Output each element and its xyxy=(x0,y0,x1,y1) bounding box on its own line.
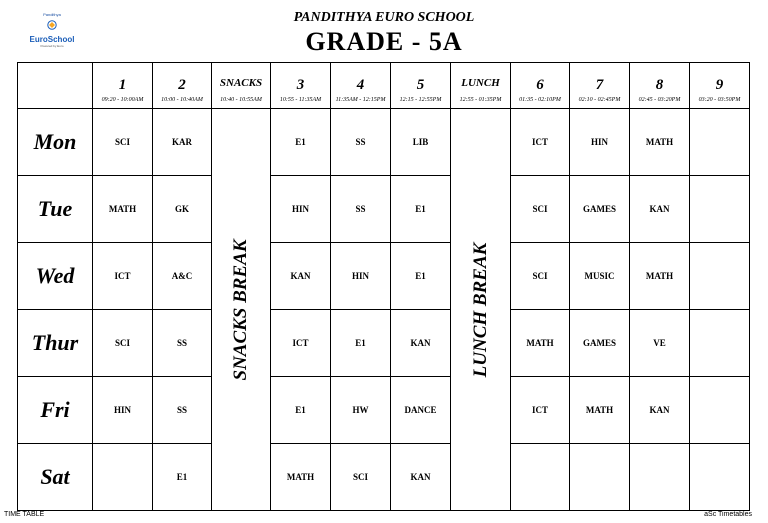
period-cell xyxy=(569,443,630,511)
period-cell xyxy=(510,108,570,176)
period-time: 10:00 - 10:40AM xyxy=(161,97,203,103)
day-name: Wed xyxy=(35,263,75,288)
day-name: Thur xyxy=(31,330,79,355)
period-number: 7 xyxy=(595,77,604,93)
break-header-cell xyxy=(211,62,271,109)
period-time: 02:45 - 03:20PM xyxy=(638,97,681,103)
break-header-cell xyxy=(450,62,511,109)
period-cell xyxy=(629,309,690,377)
subject-label xyxy=(630,444,689,510)
period-cell xyxy=(270,309,331,377)
subject-label: KAN xyxy=(410,472,431,482)
subject-label: GK xyxy=(174,204,189,214)
period-time: 10:40 - 10:55AM xyxy=(220,97,262,103)
break-header-label: LUNCH xyxy=(461,77,500,89)
period-cell xyxy=(270,443,331,511)
period-cell xyxy=(92,376,153,444)
subject-label xyxy=(690,109,749,175)
subject-label: E1 xyxy=(176,472,188,482)
subject-label: MATH xyxy=(585,405,614,415)
period-cell xyxy=(569,376,630,444)
period-cell xyxy=(689,376,750,444)
subject-label: HIN xyxy=(351,271,369,281)
subject-label xyxy=(511,444,569,510)
period-number: 9 xyxy=(715,77,724,93)
subject-label: DANCE xyxy=(404,405,437,415)
period-header-cell xyxy=(689,62,750,109)
day-name: Tue xyxy=(37,196,73,221)
day-label-cell xyxy=(17,108,93,176)
period-cell xyxy=(510,376,570,444)
period-cell xyxy=(629,242,690,310)
period-time: 12:55 - 01:35PM xyxy=(459,97,502,103)
period-cell xyxy=(152,108,212,176)
period-time: 02:10 - 02:45PM xyxy=(578,97,621,103)
subject-label: KAN xyxy=(649,405,670,415)
subject-label: KAN xyxy=(290,271,311,281)
header-corner-cell xyxy=(17,62,93,109)
period-cell xyxy=(569,309,630,377)
period-cell xyxy=(390,108,451,176)
period-time: 09:20 - 10:00AM xyxy=(101,97,144,103)
period-number: 2 xyxy=(178,77,186,93)
period-cell xyxy=(569,108,630,176)
period-cell xyxy=(629,443,690,511)
subject-label: E1 xyxy=(295,137,306,147)
subject-label: KAN xyxy=(410,338,431,348)
subject-label: ICT xyxy=(531,405,548,415)
period-cell xyxy=(390,175,451,243)
period-cell xyxy=(152,175,212,243)
subject-label xyxy=(570,444,629,510)
subject-label: HW xyxy=(352,405,369,415)
subject-label: ICT xyxy=(531,137,548,147)
subject-label: ICT xyxy=(292,338,309,348)
period-time: 01:35 - 02:10PM xyxy=(519,97,561,103)
footer-left: TIME TABLE xyxy=(4,511,45,518)
period-header-cell xyxy=(152,62,212,109)
footer-right: aSc Timetables xyxy=(704,511,752,518)
period-cell xyxy=(510,175,570,243)
subject-label: MATH xyxy=(286,472,315,482)
subject-label xyxy=(690,243,749,309)
period-number: 4 xyxy=(356,77,365,93)
subject-label: SCI xyxy=(114,338,130,348)
subject-label: SCI xyxy=(114,137,130,147)
day-name: Fri xyxy=(40,397,70,422)
period-cell xyxy=(270,376,331,444)
subject-label: KAR xyxy=(172,137,192,147)
day-label-cell xyxy=(17,242,93,310)
period-cell xyxy=(330,376,391,444)
period-cell xyxy=(330,108,391,176)
logo-name: EuroSchool xyxy=(29,35,75,44)
period-header-cell xyxy=(390,62,451,109)
period-header-cell xyxy=(270,62,331,109)
subject-label: SCI xyxy=(352,472,368,482)
subject-label: GAMES xyxy=(582,338,616,348)
period-time: 11:35AM - 12:15PM xyxy=(335,97,386,103)
period-cell xyxy=(92,443,153,511)
period-cell xyxy=(330,443,391,511)
day-label-cell xyxy=(17,443,93,511)
period-cell xyxy=(390,242,451,310)
subject-label: SS xyxy=(355,137,366,147)
period-cell xyxy=(152,242,212,310)
period-cell xyxy=(689,309,750,377)
day-label-cell xyxy=(17,175,93,243)
subject-label: MATH xyxy=(645,271,674,281)
period-header-cell xyxy=(629,62,690,109)
subject-label: HIN xyxy=(590,137,608,147)
snacks-break-label: SNACKS BREAK xyxy=(230,239,251,380)
period-header-cell xyxy=(330,62,391,109)
day-label-cell xyxy=(17,376,93,444)
period-cell xyxy=(270,242,331,310)
subject-label: SS xyxy=(176,338,187,348)
period-cell xyxy=(390,309,451,377)
grade-title: GRADE - 5A xyxy=(305,27,463,56)
subject-label: MATH xyxy=(645,137,674,147)
subject-label: A&C xyxy=(171,271,193,281)
period-cell xyxy=(689,443,750,511)
period-cell xyxy=(689,108,750,176)
subject-label: KAN xyxy=(649,204,670,214)
period-cell xyxy=(330,309,391,377)
period-header-cell xyxy=(510,62,570,109)
subject-label: HIN xyxy=(113,405,131,415)
period-cell xyxy=(152,309,212,377)
period-time: 12:15 - 12:55PM xyxy=(399,97,442,103)
subject-label: LIB xyxy=(412,137,429,147)
period-cell xyxy=(152,443,212,511)
subject-label: MATH xyxy=(108,204,137,214)
period-number: 8 xyxy=(655,77,664,93)
period-cell xyxy=(390,376,451,444)
subject-label: SCI xyxy=(532,271,548,281)
break-header-label: SNACKS xyxy=(219,77,263,89)
subject-label: HIN xyxy=(291,204,309,214)
day-name: Mon xyxy=(33,129,77,154)
subject-label: E1 xyxy=(415,271,426,281)
logo-sub-text: Powered by Euro xyxy=(40,44,64,48)
period-cell xyxy=(689,175,750,243)
lunch-break-cell xyxy=(450,108,511,511)
period-cell xyxy=(92,309,153,377)
period-cell xyxy=(330,242,391,310)
period-time: 10:55 - 11:35AM xyxy=(279,97,322,103)
period-number: 1 xyxy=(118,77,127,93)
subject-label: ICT xyxy=(114,271,131,281)
period-cell xyxy=(152,376,212,444)
period-cell xyxy=(629,108,690,176)
period-cell xyxy=(510,443,570,511)
lunch-break-label: LUNCH BREAK xyxy=(469,242,491,377)
period-cell xyxy=(270,108,331,176)
subject-label xyxy=(93,444,152,510)
period-cell xyxy=(510,242,570,310)
subject-label: SS xyxy=(176,405,187,415)
period-time: 03:20 - 03:50PM xyxy=(698,97,741,103)
period-cell xyxy=(330,175,391,243)
snacks-break-cell xyxy=(211,108,271,511)
period-number: 6 xyxy=(536,77,544,93)
subject-label: SCI xyxy=(532,204,548,214)
period-cell xyxy=(390,443,451,511)
period-number: 5 xyxy=(416,77,425,93)
period-cell xyxy=(569,175,630,243)
period-cell xyxy=(270,175,331,243)
day-name: Sat xyxy=(40,464,70,489)
period-cell xyxy=(510,309,570,377)
subject-label xyxy=(690,310,749,376)
subject-label: E1 xyxy=(415,204,426,214)
period-cell xyxy=(629,175,690,243)
subject-label xyxy=(690,444,749,510)
period-cell xyxy=(629,376,690,444)
period-number: 3 xyxy=(296,77,305,93)
period-cell xyxy=(92,242,153,310)
period-cell xyxy=(92,108,153,176)
period-cell xyxy=(689,242,750,310)
subject-label: MATH xyxy=(526,338,554,348)
subject-label: GAMES xyxy=(582,204,616,214)
subject-label: E1 xyxy=(355,338,366,348)
subject-label: SS xyxy=(355,204,366,214)
subject-label xyxy=(690,176,749,242)
subject-label xyxy=(690,377,749,443)
subject-label: E1 xyxy=(295,405,306,415)
day-label-cell xyxy=(17,309,93,377)
period-cell xyxy=(569,242,630,310)
school-name: PANDITHYA EURO SCHOOL xyxy=(293,10,475,25)
period-header-cell xyxy=(92,62,153,109)
logo-top-text: Pandithya xyxy=(43,12,61,17)
subject-label: MUSIC xyxy=(584,271,615,281)
subject-label: VE xyxy=(653,338,666,348)
period-cell xyxy=(92,175,153,243)
period-header-cell xyxy=(569,62,630,109)
